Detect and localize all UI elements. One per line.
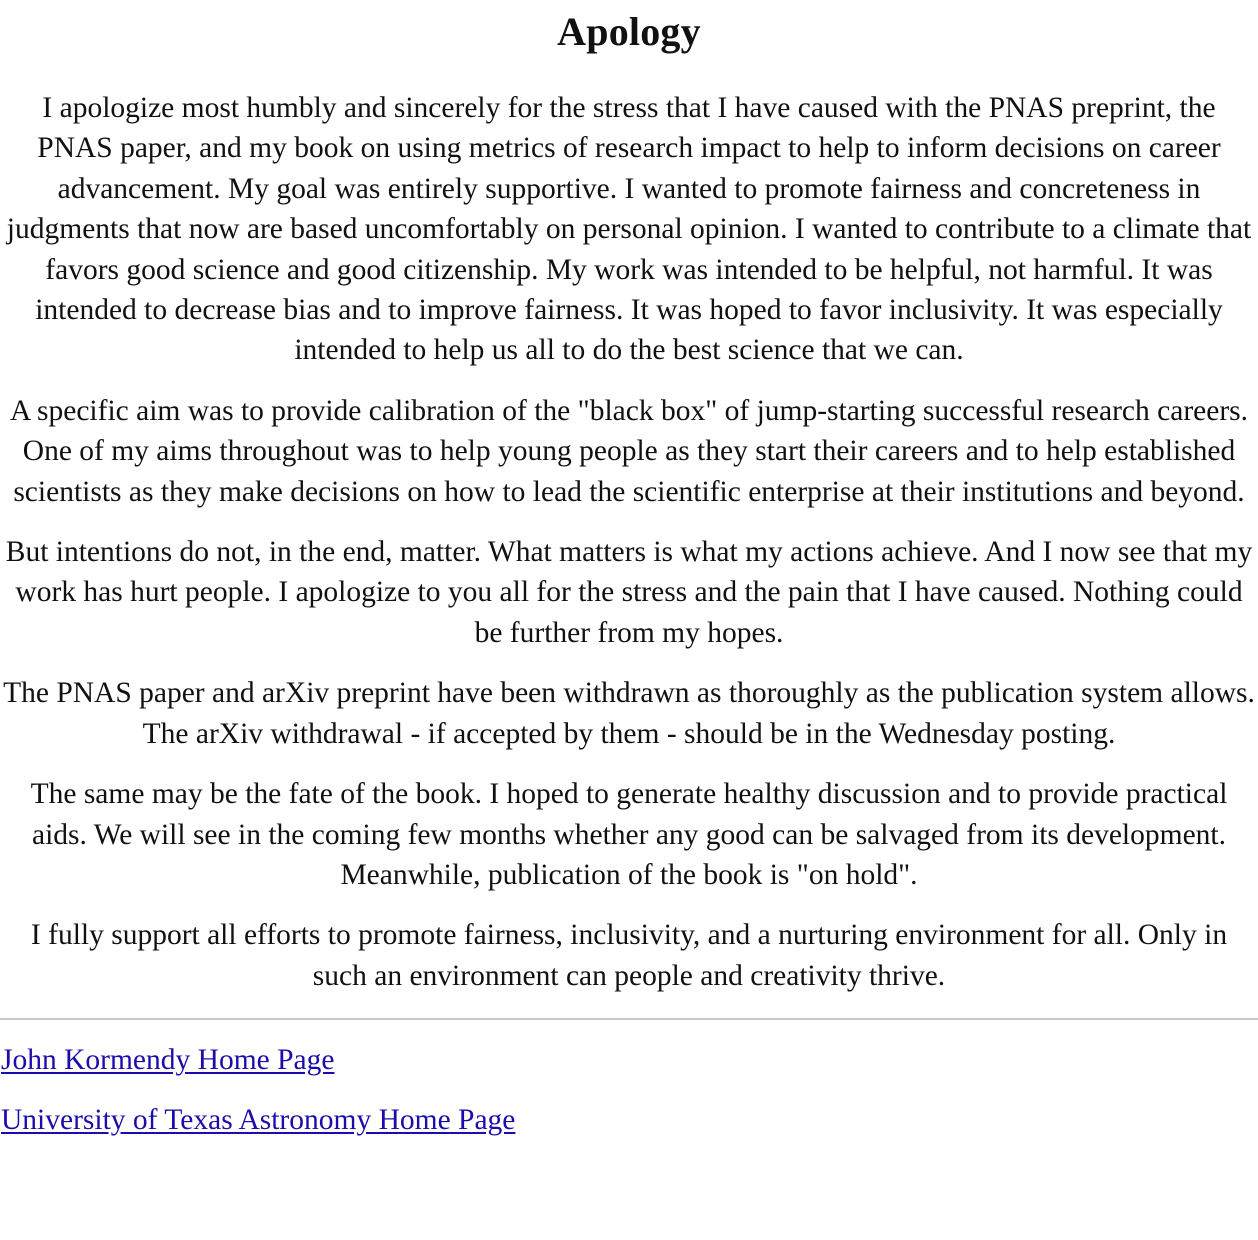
page	[0, 6, 1258, 1140]
paragraph-2: A specific aim was to provide calibration of the "black box" of jump-starting successful research careers. One of my aims throughout was to help young people as they start their careers and to help established scientists as they make decisions on how to lead the scientific enterprise at their institutions and beyond.	[9, 394, 1249, 508]
paragraph-5: The same may be the fate of the book. I hoped to generate healthy discussion and to provide practical aids. We will see in the coming few months whether any good can be salvaged from its development. Meanwhile, publication of the book is "on hold".	[30, 778, 1228, 891]
horizontal-divider	[0, 1018, 1258, 1020]
apology-body	[0, 88, 1258, 996]
paragraph-3: But intentions do not, in the end, matter. What matters is what my actions achieve. And I now see that my work has hurt people. I apologize to you all for the stress and the pain that I have caused. Nothing could be further from my hopes.	[5, 536, 1253, 649]
paragraph-1: I apologize most humbly and sincerely for the stress that I have caused with the PNAS preprint, the PNAS paper, and my book on using metrics of research impact to help to inform decisions on career advancement. My goal was entirely supportive. I wanted to promote fairness and concreteness in judgments that now are based uncomfortably on personal opinion. I wanted to contribute to a climate that favors good science and good citizenship. My work was intended to be helpful, not harmful. It was intended to decrease bias and to improve fairness. It was hoped to favor inclusivity. It was especially intended to help us all to do the best science that we can.	[6, 92, 1252, 367]
page-title: Apology	[557, 9, 701, 54]
kormendy-home-link[interactable]: John Kormendy Home Page	[1, 1044, 335, 1077]
footer-links	[0, 1040, 1258, 1140]
ut-astronomy-home-link[interactable]: University of Texas Astronomy Home Page	[1, 1104, 516, 1137]
paragraph-6: I fully support all efforts to promote fairness, inclusivity, and a nurturing environment for all. Only in such an environment can people and creativity thrive.	[30, 919, 1228, 992]
paragraph-4: The PNAS paper and arXiv preprint have been withdrawn as thoroughly as the publication system allows. The arXiv withdrawal - if accepted by them - should be in the Wednesday posting.	[3, 677, 1255, 750]
